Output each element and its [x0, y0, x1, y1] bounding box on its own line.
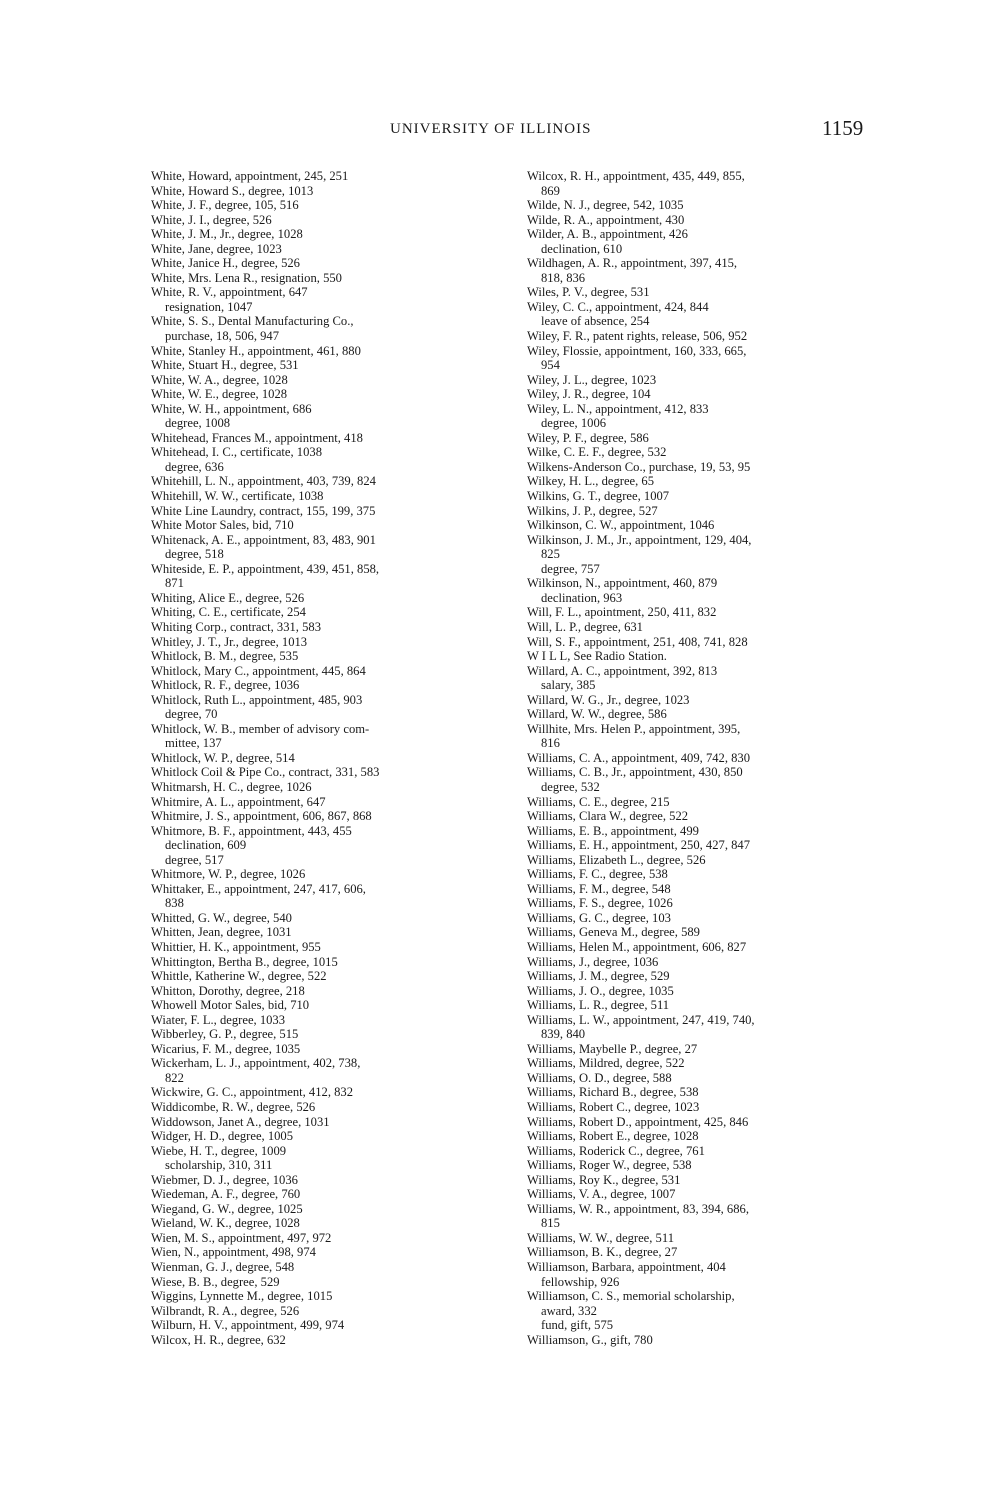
index-entry: Wickwire, G. C., appointment, 412, 832 [151, 1085, 354, 1100]
index-entry: Williams, L. W., appointment, 247, 419, 740, [527, 1012, 755, 1027]
page-number: 1159 [822, 116, 864, 140]
index-entry: White, J. I., degree, 526 [151, 212, 272, 227]
index-entry: Whitlock, W. B., member of advisory com- [151, 721, 370, 736]
index-entry: Williams, Maybelle P., degree, 27 [527, 1041, 698, 1056]
index-entry: Whitmire, J. S., appointment, 606, 867, 868 [151, 809, 372, 824]
index-entry: W I L L, See Radio Station. [527, 649, 667, 664]
index-entry: White, Janice H., degree, 526 [151, 256, 300, 271]
index-entry-continuation: mittee, 137 [165, 736, 222, 751]
index-entry-continuation: 825 [541, 547, 560, 562]
index-entry: Wiedeman, A. F., degree, 760 [151, 1187, 301, 1202]
index-entry-continuation: degree, 517 [165, 852, 224, 867]
index-entry: Wilcox, R. H., appointment, 435, 449, 855, [527, 169, 745, 183]
index-entry: Whitley, J. T., Jr., degree, 1013 [151, 634, 308, 649]
index-entry: Wiebmer, D. J., degree, 1036 [151, 1172, 298, 1187]
page-header [0, 116, 1000, 143]
index-entry: Wilbrandt, R. A., degree, 526 [151, 1303, 300, 1318]
index-entry: White, Jane, degree, 1023 [151, 241, 282, 256]
index-entry: Williamson, Barbara, appointment, 404 [527, 1260, 726, 1275]
index-entry: Wiebe, H. T., degree, 1009 [151, 1143, 287, 1158]
index-column-left [151, 169, 491, 1347]
index-entry: Williams, C. E., degree, 215 [527, 794, 670, 809]
index-entry: Wilkey, H. L., degree, 65 [527, 474, 655, 489]
index-entry: Williams, Mildred, degree, 522 [527, 1056, 685, 1071]
index-entry: Whittier, H. K., appointment, 955 [151, 939, 321, 954]
index-entry: Will, F. L., apointment, 250, 411, 832 [527, 605, 717, 620]
index-entry: White, W. H., appointment, 686 [151, 401, 312, 416]
index-entry: Whiting, Alice E., degree, 526 [151, 590, 305, 605]
index-entry: White, Stanley H., appointment, 461, 880 [151, 343, 361, 358]
index-entry: Williams, C. A., appointment, 409, 742, 830 [527, 750, 751, 765]
index-entry: Williams, Roger W., degree, 538 [527, 1158, 692, 1173]
index-entry: Williams, Geneva M., degree, 589 [527, 925, 700, 940]
index-entry: Whitlock, Ruth L., appointment, 485, 903 [151, 692, 363, 707]
index-entry: Whitmore, B. F., appointment, 443, 455 [151, 823, 352, 838]
index-entry: Widdowson, Janet A., degree, 1031 [151, 1114, 330, 1129]
index-entry: Whitlock, R. F., degree, 1036 [151, 678, 300, 693]
index-entry: Wiegand, G. W., degree, 1025 [151, 1201, 303, 1216]
index-entry: Wiater, F. L., degree, 1033 [151, 1012, 286, 1027]
index-entry: Whowell Motor Sales, bid, 710 [151, 998, 310, 1013]
index-entry-continuation: degree, 1006 [541, 416, 607, 431]
index-entry: Whitenack, A. E., appointment, 83, 483, 901 [151, 532, 376, 547]
index-entry: Wiggins, Lynnette M., degree, 1015 [151, 1289, 333, 1304]
index-entry: Whittaker, E., appointment, 247, 417, 606, [151, 881, 366, 896]
index-entry: Whitted, G. W., degree, 540 [151, 910, 292, 925]
index-entry-continuation: fund, gift, 575 [541, 1318, 614, 1333]
index-entry: Williams, Richard B., degree, 538 [527, 1085, 699, 1100]
index-entry: White Motor Sales, bid, 710 [151, 518, 294, 533]
index-entry: Wiley, Flossie, appointment, 160, 333, 665, [527, 343, 747, 358]
index-entry: Williams, V. A., degree, 1007 [527, 1187, 676, 1202]
index-entry: Will, L. P., degree, 631 [527, 619, 643, 634]
index-entry-continuation: degree, 532 [541, 779, 600, 794]
index-entry: Wieland, W. K., degree, 1028 [151, 1216, 300, 1231]
index-entry: Whitmore, W. P., degree, 1026 [151, 867, 306, 882]
index-entry: Whitehill, W. W., certificate, 1038 [151, 489, 324, 504]
index-entry: Whitlock Coil & Pipe Co., contract, 331, 583 [151, 765, 380, 780]
index-entry: White, J. F., degree, 105, 516 [151, 198, 299, 213]
index-entry: White, W. A., degree, 1028 [151, 372, 288, 387]
index-entry: Williams, W. W., degree, 511 [527, 1230, 674, 1245]
running-head-title: UNIVERSITY OF ILLINOIS [390, 121, 592, 137]
index-entry: Wilkinson, C. W., appointment, 1046 [527, 518, 715, 533]
index-column-right [527, 169, 867, 1347]
index-entry: Williams, G. C., degree, 103 [527, 910, 671, 925]
index-entry: Williams, Robert E., degree, 1028 [527, 1129, 699, 1144]
index-entry: Wilburn, H. V., appointment, 499, 974 [151, 1318, 345, 1333]
index-entry-continuation: fellowship, 926 [541, 1274, 620, 1289]
index-entry: Whitmarsh, H. C., degree, 1026 [151, 779, 312, 794]
index-entry: Will, S. F., appointment, 251, 408, 741, 828 [527, 634, 748, 649]
index-entry: Williams, Robert D., appointment, 425, 846 [527, 1114, 749, 1129]
index-entry: Whitten, Jean, degree, 1031 [151, 925, 292, 940]
index-entry-continuation: degree, 1008 [165, 416, 231, 431]
index-entry: Wickerham, L. J., appointment, 402, 738, [151, 1056, 361, 1071]
index-entry-continuation: declination, 963 [541, 590, 623, 605]
index-entry-continuation: degree, 518 [165, 547, 224, 562]
index-entry: Whitmire, A. L., appointment, 647 [151, 794, 326, 809]
index-entry: Williamson, G., gift, 780 [527, 1332, 653, 1347]
index-entry-continuation: resignation, 1047 [165, 299, 253, 314]
index-entry: Williams, Helen M., appointment, 606, 827 [527, 939, 747, 954]
index-entry: Wiese, B. B., degree, 529 [151, 1274, 280, 1289]
index-entry-continuation: degree, 636 [165, 459, 224, 474]
index-entry: Whitton, Dorothy, degree, 218 [151, 983, 305, 998]
index-entry-continuation: degree, 757 [541, 561, 600, 576]
index-entry: Widdicombe, R. W., degree, 526 [151, 1100, 316, 1114]
index-entry: Williamson, B. K., degree, 27 [527, 1245, 678, 1260]
index-entry: Wilcox, H. R., degree, 632 [151, 1332, 286, 1347]
index-entry: White, J. M., Jr., degree, 1028 [151, 227, 303, 242]
index-entry: White, R. V., appointment, 647 [151, 285, 308, 300]
index-entry: Williams, E. B., appointment, 499 [527, 823, 699, 838]
index-entry: Whittington, Bertha B., degree, 1015 [151, 954, 338, 969]
index-entry: Williams, J. M., degree, 529 [527, 969, 670, 984]
index-entry: Williams, W. R., appointment, 83, 394, 686, [527, 1201, 749, 1216]
index-entry: Williams, J. O., degree, 1035 [527, 983, 674, 998]
index-entry: White, Howard S., degree, 1013 [151, 183, 314, 198]
index-entry: Willard, A. C., appointment, 392, 813 [527, 663, 718, 678]
index-entry-continuation: leave of absence, 254 [541, 314, 650, 329]
index-entry: Wiley, J. R., degree, 104 [527, 387, 651, 402]
index-entry: Williams, F. M., degree, 548 [527, 881, 671, 896]
index-entry: Wilkens-Anderson Co., purchase, 19, 53, 95 [527, 459, 751, 474]
index-entry: Williams, E. H., appointment, 250, 427, 847 [527, 838, 751, 853]
index-entry: Wien, M. S., appointment, 497, 972 [151, 1230, 332, 1245]
index-entry: Wilkins, J. P., degree, 527 [527, 503, 658, 518]
index-entry: Wildhagen, A. R., appointment, 397, 415, [527, 256, 738, 271]
index-entry: White, S. S., Dental Manufacturing Co., [151, 314, 354, 329]
index-entry-continuation: 954 [541, 358, 560, 373]
index-entry: Wien, N., appointment, 498, 974 [151, 1245, 316, 1260]
index-entry: Whitehead, I. C., certificate, 1038 [151, 445, 322, 460]
index-entry: Widger, H. D., degree, 1005 [151, 1129, 294, 1144]
index-entry-continuation: 815 [541, 1216, 560, 1231]
index-entry-continuation: declination, 610 [541, 241, 623, 256]
index-entry: Wiley, L. N., appointment, 412, 833 [527, 401, 709, 416]
index-entry: Whitehill, L. N., appointment, 403, 739, 824 [151, 474, 376, 489]
index-entry: Williams, Robert C., degree, 1023 [527, 1100, 700, 1114]
index-entry: Wiley, J. L., degree, 1023 [527, 372, 657, 387]
index-entry: Wilde, N. J., degree, 542, 1035 [527, 198, 684, 213]
index-entry: Wilde, R. A., appointment, 430 [527, 212, 685, 227]
index-entry-continuation: 822 [165, 1070, 184, 1085]
index-entry: Whiting, C. E., certificate, 254 [151, 605, 306, 620]
index-entry: Wiles, P. V., degree, 531 [527, 285, 650, 300]
index-entry: Whittle, Katherine W., degree, 522 [151, 969, 327, 984]
index-entry-continuation: degree, 70 [165, 707, 218, 722]
index-entry: Williams, L. R., degree, 511 [527, 998, 670, 1013]
index-entry: Williams, Roderick C., degree, 761 [527, 1143, 705, 1158]
index-entry-continuation: scholarship, 310, 311 [165, 1158, 273, 1173]
index-entry: Willhite, Mrs. Helen P., appointment, 395, [527, 721, 741, 736]
index-entry: Wiley, F. R., patent rights, release, 506, 952 [527, 329, 748, 344]
index-entry: Wilke, C. E. F., degree, 532 [527, 445, 667, 460]
index-entry: Whitlock, B. M., degree, 535 [151, 649, 299, 664]
index-entry: Williams, J., degree, 1036 [527, 954, 659, 969]
index-entry: Wilkinson, N., appointment, 460, 879 [527, 576, 718, 591]
index-entry: Williamson, C. S., memorial scholarship, [527, 1289, 735, 1304]
index-entry: Wilkinson, J. M., Jr., appointment, 129, 404, [527, 532, 752, 547]
index-entry: Willard, W. G., Jr., degree, 1023 [527, 692, 690, 707]
index-entry-continuation: 816 [541, 736, 560, 751]
index-entry: Wiley, P. F., degree, 586 [527, 430, 649, 445]
index-entry: White, W. E., degree, 1028 [151, 387, 288, 402]
index-entry-continuation: purchase, 18, 506, 947 [165, 329, 280, 344]
index-entry: Whitlock, W. P., degree, 514 [151, 750, 295, 765]
index-entry-continuation: 838 [165, 896, 184, 911]
index-entry: White, Stuart H., degree, 531 [151, 358, 299, 373]
index-entry: White, Mrs. Lena R., resignation, 550 [151, 270, 342, 285]
index-entry-continuation: 818, 836 [541, 270, 586, 285]
index-entry: Willard, W. W., degree, 586 [527, 707, 667, 722]
index-entry: Williams, Clara W., degree, 522 [527, 809, 689, 824]
index-entry: Williams, C. B., Jr., appointment, 430, 850 [527, 765, 743, 780]
index-entry: Williams, F. C., degree, 538 [527, 867, 668, 882]
index-entry: Williams, F. S., degree, 1026 [527, 896, 673, 911]
index-entry: Wibberley, G. P., degree, 515 [151, 1027, 299, 1042]
index-entry: Whitehead, Frances M., appointment, 418 [151, 430, 363, 445]
index-entry: Wiley, C. C., appointment, 424, 844 [527, 299, 709, 314]
index-entry: Whiteside, E. P., appointment, 439, 451, 858, [151, 561, 380, 576]
index-entry: Williams, Elizabeth L., degree, 526 [527, 852, 706, 867]
index-entry: Williams, O. D., degree, 588 [527, 1070, 672, 1085]
index-entry-continuation: award, 332 [541, 1303, 597, 1318]
index-entry-continuation: declination, 609 [165, 838, 247, 853]
index-entry-continuation: salary, 385 [541, 678, 596, 693]
index-entry: Wicarius, F. M., degree, 1035 [151, 1041, 301, 1056]
index-entry: Williams, Roy K., degree, 531 [527, 1172, 681, 1187]
index-entry: Wienman, G. J., degree, 548 [151, 1260, 295, 1275]
index-entry: Wilder, A. B., appointment, 426 [527, 227, 688, 242]
index-entry-continuation: 869 [541, 183, 560, 198]
index-entry: Wilkins, G. T., degree, 1007 [527, 489, 670, 504]
index-entry: Whiting Corp., contract, 331, 583 [151, 619, 321, 634]
index-entry-continuation: 839, 840 [541, 1027, 586, 1042]
index-entry: Whitlock, Mary C., appointment, 445, 864 [151, 663, 366, 678]
index-entry-continuation: 871 [165, 576, 184, 591]
index-entry: White Line Laundry, contract, 155, 199, 375 [151, 503, 376, 518]
index-entry: White, Howard, appointment, 245, 251 [151, 169, 349, 183]
